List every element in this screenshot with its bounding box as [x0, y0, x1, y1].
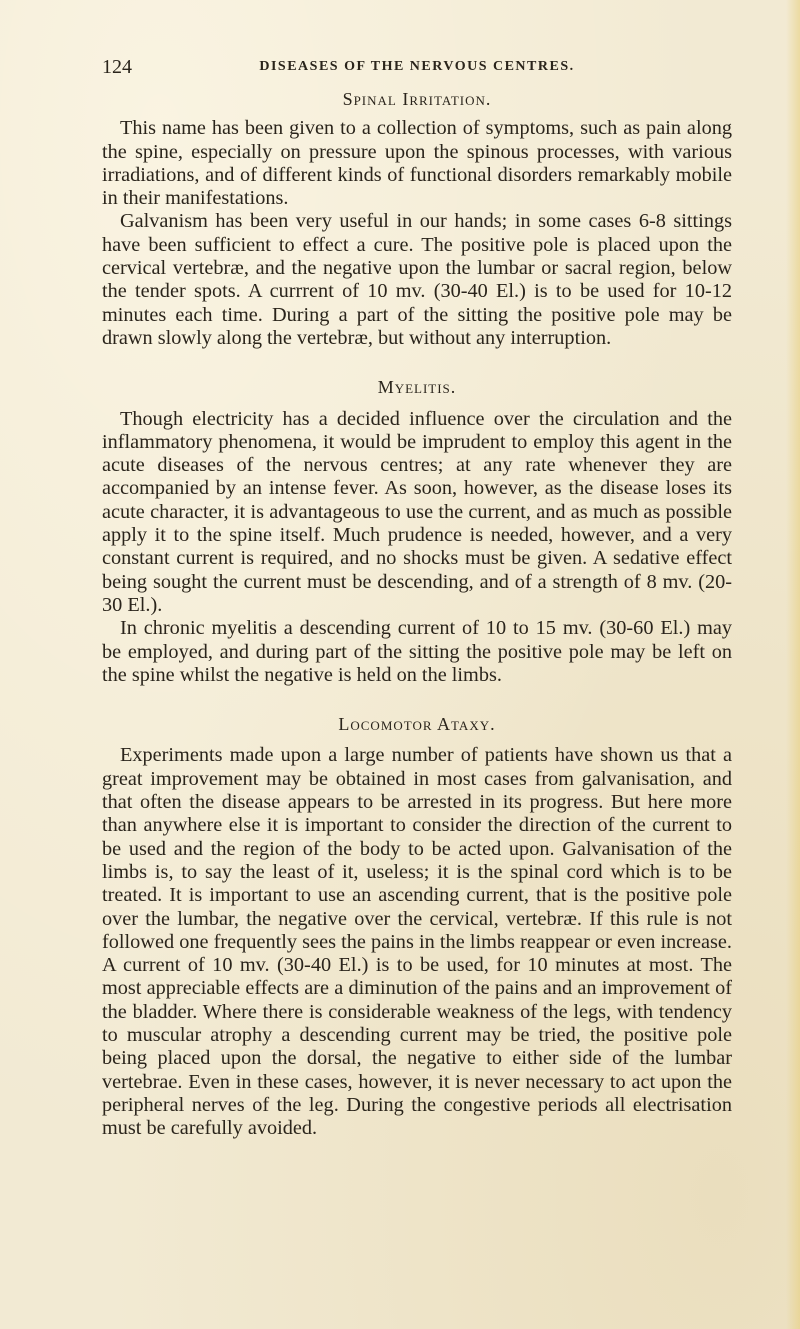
- page-number: 124: [102, 56, 132, 78]
- paragraph: This name has been given to a collection of symptoms, such as pain along the spine, especially on pressure upon the spinous processes, with various irradiations, and of different kinds of functional disorders remarkably mobile in their manifestations.: [102, 117, 732, 210]
- paragraph: Though electricity has a decided influence over the circulation and the inflammatory phenomena, it would be imprudent to employ this agent in the acute diseases of the nervous centres; at any rate whenever they are accompanied by an intense fever. As soon, however, as the disease loses its acute character, it is advantageous to use the current, and as much as possible apply it to the spine itself. Much prudence is needed, however, and a very constant current is required, and no shocks must be given. A sedative effect being sought the current must be descending, and of a strength of 8 mv. (20-30 El.).: [102, 407, 732, 616]
- page-edge-shading: [786, 0, 800, 1329]
- running-head: DISEASES OF THE NERVOUS CENTRES.: [259, 59, 575, 74]
- page-body: [102, 88, 732, 1140]
- section-heading-locomotor-ataxy: Locomotor Ataxy.: [338, 714, 496, 735]
- paragraph: Experiments made upon a large number of patients have shown us that a great improvement may be obtained in most cases from galvanisation, and that often the disease appears to be arrested in its progress. But here more than anywhere else it is important to consider the direction of the current to be used and the region of the body to be acted upon. Galvanisation of the limbs is, to say the least of it, useless; it is the spinal cord which is to be treated. It is important to use an ascending current, that is the positive pole over the lumbar, the negative over the cervical, vertebræ. If this rule is not followed one frequently sees the pains in the limbs reappear or even increase. A current of 10 mv. (30-40 El.) is to be used, for 10 minutes at most. The most appreciable effects are a diminution of the pains and an improvement of the bladder. Where there is considerable weakness of the legs, with tendency to muscular atrophy a descending current may be tried, the positive pole being placed upon the dorsal, the negative to either side of the lumbar vertebrae. Even in these cases, however, it is never necessary to act upon the peripheral nerves of the leg. During the congestive periods all electrisation must be carefully avoided.: [102, 744, 732, 1140]
- section-heading-myelitis: Myelitis.: [377, 377, 457, 398]
- page-header: [102, 52, 732, 82]
- section-heading-spinal-irritation: Spinal Irritation.: [342, 89, 492, 109]
- paragraph: Galvanism has been very useful in our hands; in some cases 6-8 sittings have been sufficient to effect a cure. The positive pole is placed upon the cervical vertebræ, and the negative upon the lumbar or sacral region, below the tender spots. A currrent of 10 mv. (30-40 El.) is to be used for 10-12 minutes each time. During a part of the sitting the positive pole may be drawn slowly along the vertebræ, but without any interruption.: [102, 210, 732, 349]
- paragraph: In chronic myelitis a descending current of 10 to 15 mv. (30-60 El.) may be employed, and during part of the sitting the positive pole may be left on the spine whilst the negative is held on the limbs.: [102, 617, 732, 686]
